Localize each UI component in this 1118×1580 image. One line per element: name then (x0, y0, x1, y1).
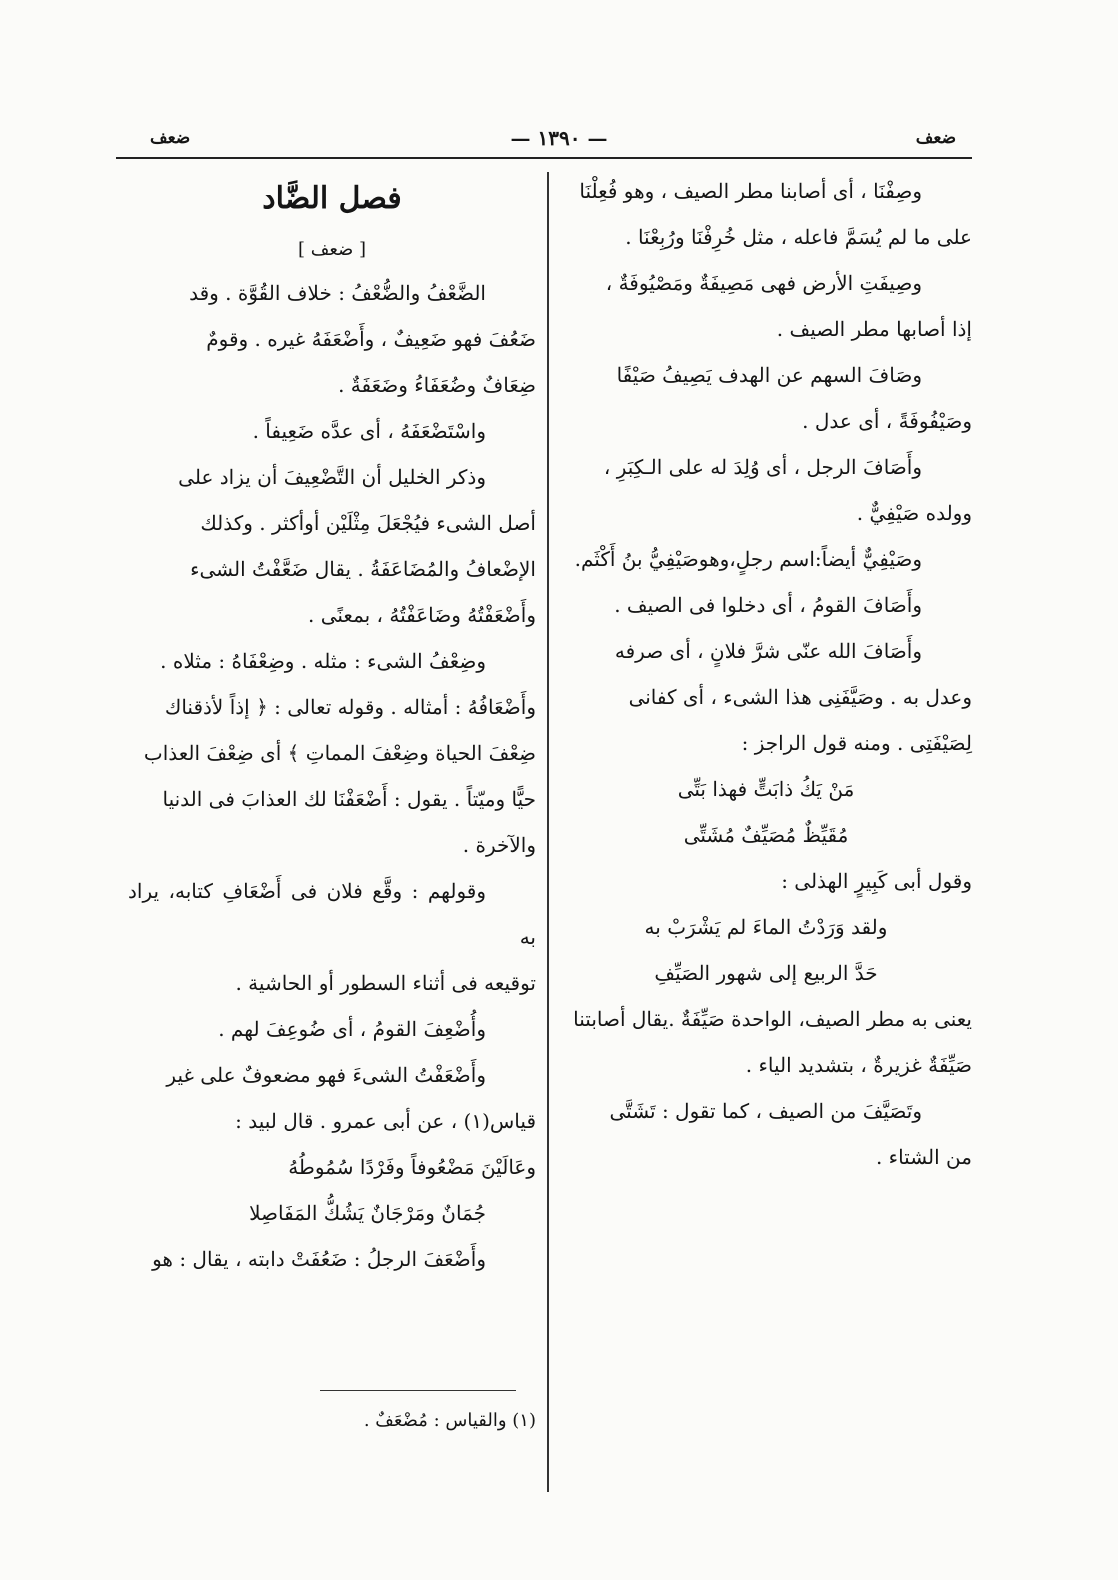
text-line: أصل الشىء فيُجْعَلَ مِثْلَيْن أوأكثر . وكذلك (200, 511, 536, 535)
text-line: الإضْعافُ والمُضَاعَفَةُ . يقال ضَعَّفْتُ الشىء (190, 557, 536, 581)
text-line: ضِعْفَ الحياة وضِعْفَ المماتِ ﴾ أى ضِعْفَ العذاب (143, 741, 536, 765)
text-line: والآخرة . (462, 833, 536, 857)
text-line: وعدل به . وصَيَّفَنِى هذا الشىء ، أى كفانى (628, 685, 972, 709)
root-heading: [ ضعف ] (297, 239, 367, 260)
text-line: وصَيْفِيٌّ أيضاً:اسم رجلٍ،وهوصَيْفِيُّ بنُ أَكْثَم. (574, 547, 922, 571)
text-line: وأَضْعَفْتُهُ وضَاعَفْتُهُ ، بمعنًى . (308, 603, 536, 627)
text-line: وولده صَيْفِيٌّ . (856, 501, 972, 525)
text-line: وأَضْعَفَ الرجلُ : ضَعُفَتْ دابته ، يقال : هو (152, 1247, 486, 1271)
footnote: (١) والقياس : مُضْعَفٌ . (363, 1410, 536, 1431)
left-column (128, 168, 536, 1282)
text-line: حيًّا وميّتاً . يقول : أَضْعَفْنَا لك العذابَ فى الدنيا (162, 787, 536, 811)
text-line: وأَضْعَفْتُ الشىءَ فهو مضعوفٌ على غير (166, 1063, 486, 1087)
text-line: إذا أصابها مطر الصيف . (776, 317, 972, 341)
text-line: وأَصَافَ القومُ ، أى دخلوا فى الصيف . (614, 593, 922, 617)
section-title: فصل الضَّاد (262, 181, 402, 216)
text-line: وقول أبى كَبِيرٍ الهذلى : (781, 869, 972, 893)
verse-line: مُقَيِّظٌ مُصَيِّفٌ مُشَتِّى (683, 823, 849, 847)
text-line: وتَصَيَّفَ من الصيف ، كما تقول : تَشَتَّى (609, 1099, 922, 1123)
page-number: — ١٣٩٠ — (510, 126, 608, 150)
text-line: وصِفْنَا ، أى أصابنا مطر الصيف ، وهو فُعِلْنَا (579, 179, 922, 203)
text-line: وأُضْعِفَ القومُ ، أى ضُوعِفَ لهم . (218, 1017, 486, 1041)
text-line: وذكر الخليل أن التَّضْعِيفَ أن يزاد على (178, 465, 486, 489)
verse-line: ولقد وَرَدْتُ الماءَ لم يَشْرَبْ به (644, 915, 888, 939)
text-line: من الشتاء . (875, 1145, 972, 1169)
text-line: وقولهم : وقَّع فلان فى أَضْعَافِ كتابه، يراد به (128, 879, 536, 949)
text-line: وصَيْفُوفَةً ، أى عدل . (802, 409, 972, 433)
text-line: صَيِّفَةٌ غزيرةٌ ، بتشديد الياء . (745, 1053, 972, 1077)
right-column (560, 168, 972, 1180)
text-line: الضَّعْفُ والضُّعْفُ : خلاف القُوَّة . وقد (189, 281, 486, 305)
text-line: ضَعُفَ فهو ضَعِيفٌ ، وأَضْعَفَهُ غيره . وقومٌ (206, 327, 536, 351)
text-line: واسْتَضْعَفَهُ ، أى عدَّه ضَعِيفاً . (252, 419, 486, 443)
verse-line: مَنْ يَكُ ذابَتٍّ فهذا بَتِّى (677, 777, 855, 801)
text-line: على ما لم يُسَمَّ فاعله ، مثل خُرِفْنَا ورُبِعْنَا . (625, 225, 972, 249)
text-line: وأَصَافَ الله عنّى شرَّ فلانٍ ، أى صرفه (614, 639, 922, 663)
verse-line: حَدَّ الربيع إلى شهور الصَيِّفِ (654, 961, 878, 985)
header-left-keyword: ضعف (150, 128, 191, 148)
text-line: وأَصَافَ الرجل ، أى وُلِدَ له على الـكِبَرِ ، (603, 455, 922, 479)
text-line: وصِيفَتِ الأرض فهى مَصِيفَةٌ ومَصْيُوفَةٌ ، (605, 271, 922, 295)
header-rule (116, 157, 972, 159)
text-line: توقيعه فى أثناء السطور أو الحاشية . (235, 971, 536, 995)
column-divider (547, 172, 549, 1492)
verse-line: وعَالَيْنَ مَضْعُوفاً وفَرْدًا سُمُوطُهُ (288, 1155, 536, 1179)
header-right-keyword: ضعف (915, 128, 956, 148)
text-line: قياس(١) ، عن أبى عمرو . قال لبيد : (235, 1109, 536, 1133)
text-line: وضِعْفُ الشىء : مثله . وضِعْفَاهُ : مثلاه . (160, 649, 486, 673)
text-line: ضِعَافٌ وضُعَفَاءُ وضَعَفَةٌ . (338, 373, 536, 397)
footnote-rule (320, 1390, 516, 1391)
text-line: يعنى به مطر الصيف، الواحدة صَيِّفَةٌ .يقال أصابتنا (573, 1007, 972, 1031)
verse-line: جُمَانٌ ومَرْجَانٌ يَشُكُّ المَفَاصِلا (249, 1201, 486, 1225)
text-line: وأَضْعَافُهُ : أمثاله . وقوله تعالى : ﴿ إذاً لأذقناك (164, 695, 536, 719)
text-line: وصَافَ السهم عن الهدف يَصِيفُ صَيْفًا (616, 363, 922, 387)
text-line: لِصَيْفَتِى . ومنه قول الراجز : (741, 731, 972, 755)
